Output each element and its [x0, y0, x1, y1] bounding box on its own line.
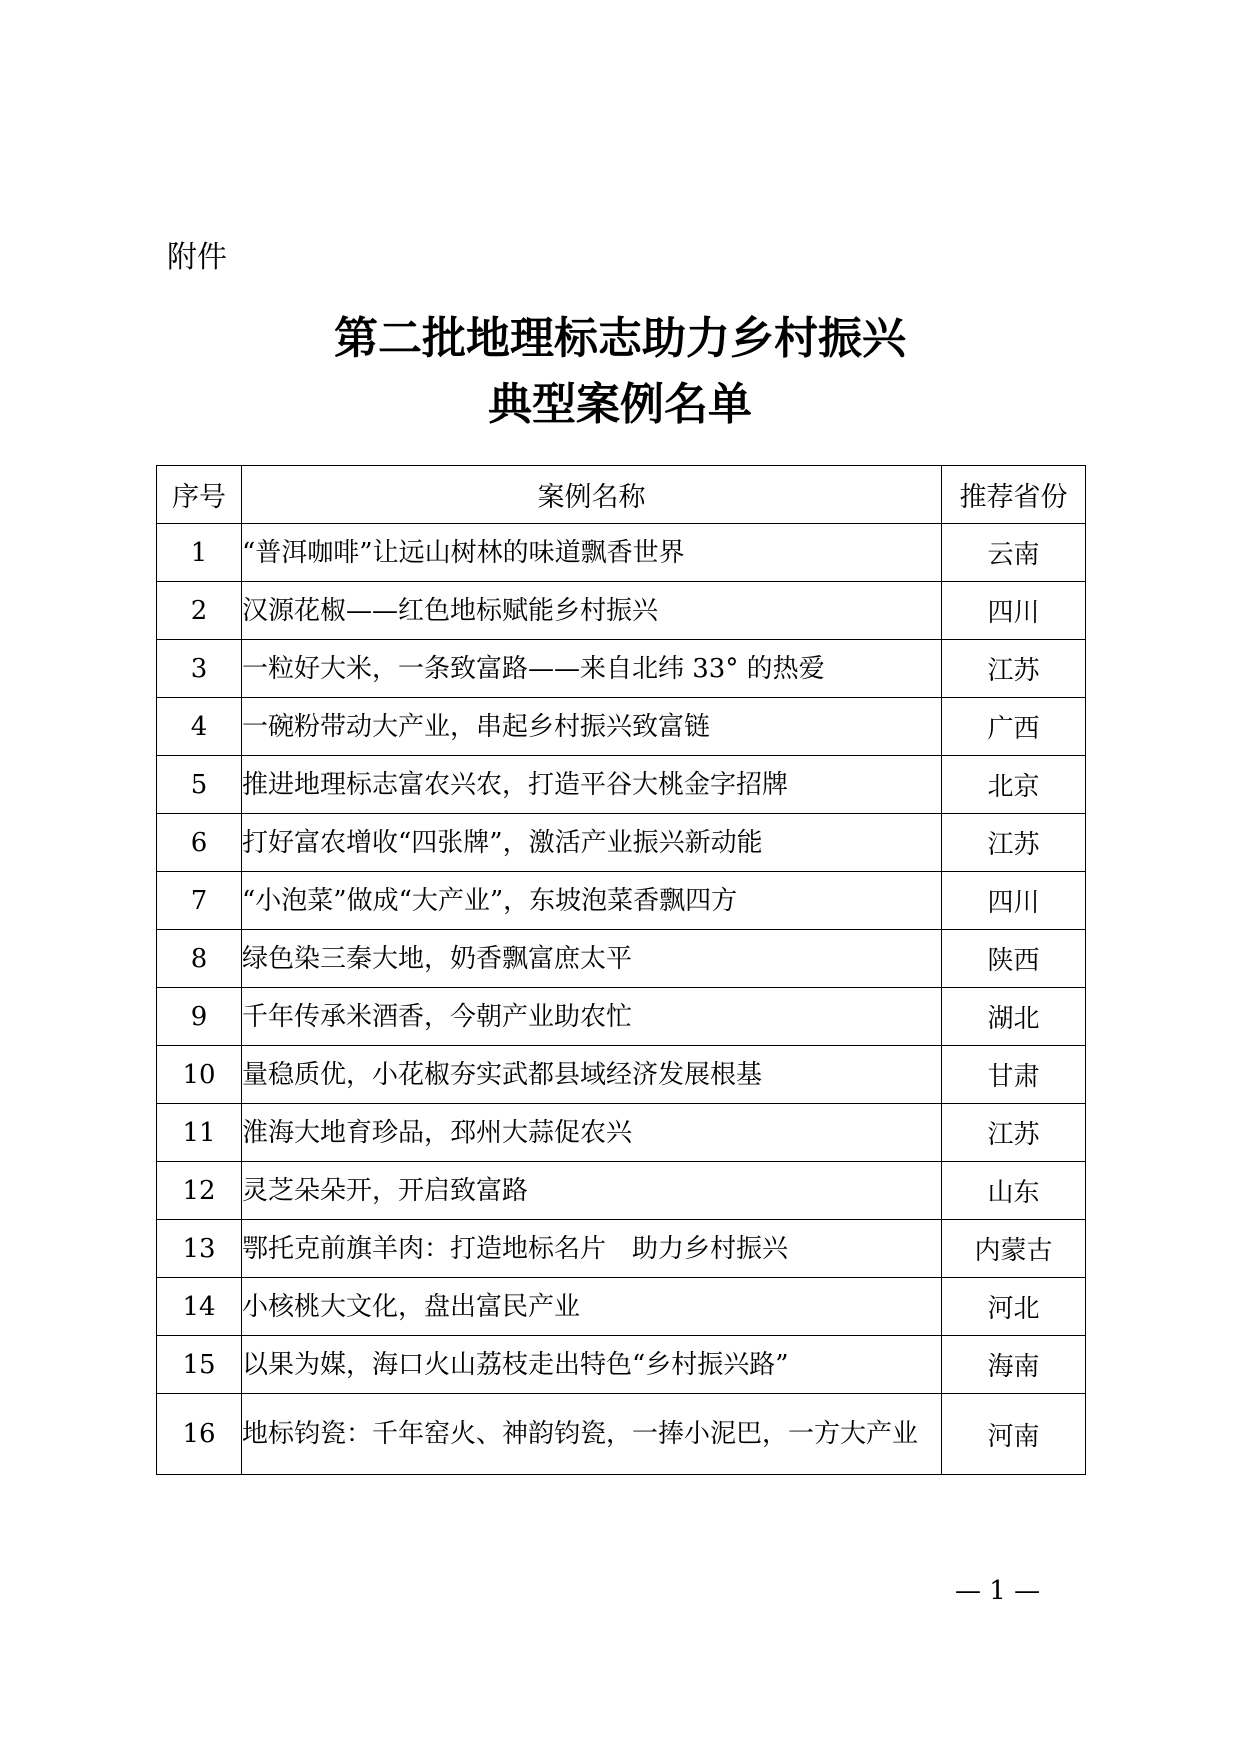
row-province: 江苏: [942, 640, 1086, 698]
table-header-row: [157, 466, 1086, 524]
row-case-name: 绿色染三秦大地，奶香飘富庶太平: [242, 930, 942, 988]
row-province: 江苏: [942, 1104, 1086, 1162]
row-province: 江苏: [942, 814, 1086, 872]
table-row: [157, 1336, 1086, 1394]
row-province: 内蒙古: [942, 1220, 1086, 1278]
row-index: 5: [157, 756, 242, 814]
row-index: 13: [157, 1220, 242, 1278]
row-province: 海南: [942, 1336, 1086, 1394]
row-case-name: 量稳质优，小花椒夯实武都县域经济发展根基: [242, 1046, 942, 1104]
row-province: 山东: [942, 1162, 1086, 1220]
row-province: 湖北: [942, 988, 1086, 1046]
row-case-name: “小泡菜”做成“大产业”，东坡泡菜香飘四方: [242, 872, 942, 930]
page-number: — 1 —: [955, 1576, 1041, 1606]
table-row: [157, 582, 1086, 640]
row-case-name: 打好富农增收“四张牌”，激活产业振兴新动能: [242, 814, 942, 872]
row-index: 4: [157, 698, 242, 756]
row-index: 2: [157, 582, 242, 640]
row-index: 7: [157, 872, 242, 930]
row-case-name: 鄂托克前旗羊肉：打造地标名片 助力乡村振兴: [242, 1220, 942, 1278]
row-index: 10: [157, 1046, 242, 1104]
row-province: 四川: [942, 872, 1086, 930]
header-province: 推荐省份: [942, 466, 1086, 524]
row-index: 11: [157, 1104, 242, 1162]
row-province: 四川: [942, 582, 1086, 640]
row-index: 8: [157, 930, 242, 988]
row-case-name: 一粒好大米，一条致富路——来自北纬 33° 的热爱: [242, 640, 942, 698]
table-row: [157, 1162, 1086, 1220]
table-row: [157, 698, 1086, 756]
attachment-label: 附件: [167, 240, 227, 275]
table-row: [157, 1394, 1086, 1475]
header-index: 序号: [157, 466, 242, 524]
row-index: 16: [157, 1394, 242, 1475]
row-case-name: 一碗粉带动大产业，串起乡村振兴致富链: [242, 698, 942, 756]
row-case-name: 淮海大地育珍品，邳州大蒜促农兴: [242, 1104, 942, 1162]
table-row: [157, 756, 1086, 814]
row-index: 1: [157, 524, 242, 582]
row-case-name: 地标钧瓷：千年窑火、神韵钧瓷，一捧小泥巴，一方大产业: [242, 1394, 942, 1475]
table-row: [157, 1104, 1086, 1162]
row-province: 云南: [942, 524, 1086, 582]
row-index: 14: [157, 1278, 242, 1336]
row-case-name: 千年传承米酒香，今朝产业助农忙: [242, 988, 942, 1046]
case-list-table: [156, 465, 1086, 1475]
row-province: 北京: [942, 756, 1086, 814]
row-case-name: “普洱咖啡”让远山树林的味道飘香世界: [242, 524, 942, 582]
table-row: [157, 1220, 1086, 1278]
table-row: [157, 988, 1086, 1046]
row-province: 甘肃: [942, 1046, 1086, 1104]
row-case-name: 小核桃大文化，盘出富民产业: [242, 1278, 942, 1336]
title-line-2: 典型案例名单: [488, 379, 752, 430]
row-province: 河南: [942, 1394, 1086, 1475]
row-index: 12: [157, 1162, 242, 1220]
header-case-name: 案例名称: [242, 466, 942, 524]
row-province: 河北: [942, 1278, 1086, 1336]
table-row: [157, 1046, 1086, 1104]
row-case-name: 灵芝朵朵开，开启致富路: [242, 1162, 942, 1220]
row-index: 9: [157, 988, 242, 1046]
table-row: [157, 524, 1086, 582]
table-row: [157, 640, 1086, 698]
table-row: [157, 872, 1086, 930]
title-line-1: 第二批地理标志助力乡村振兴: [334, 313, 906, 364]
table-row: [157, 814, 1086, 872]
row-index: 15: [157, 1336, 242, 1394]
row-case-name: 汉源花椒——红色地标赋能乡村振兴: [242, 582, 942, 640]
row-province: 陕西: [942, 930, 1086, 988]
table-row: [157, 930, 1086, 988]
document-title: [0, 306, 1240, 438]
row-case-name: 以果为媒，海口火山荔枝走出特色“乡村振兴路”: [242, 1336, 942, 1394]
row-index: 3: [157, 640, 242, 698]
row-index: 6: [157, 814, 242, 872]
table-row: [157, 1278, 1086, 1336]
row-province: 广西: [942, 698, 1086, 756]
row-case-name: 推进地理标志富农兴农，打造平谷大桃金字招牌: [242, 756, 942, 814]
